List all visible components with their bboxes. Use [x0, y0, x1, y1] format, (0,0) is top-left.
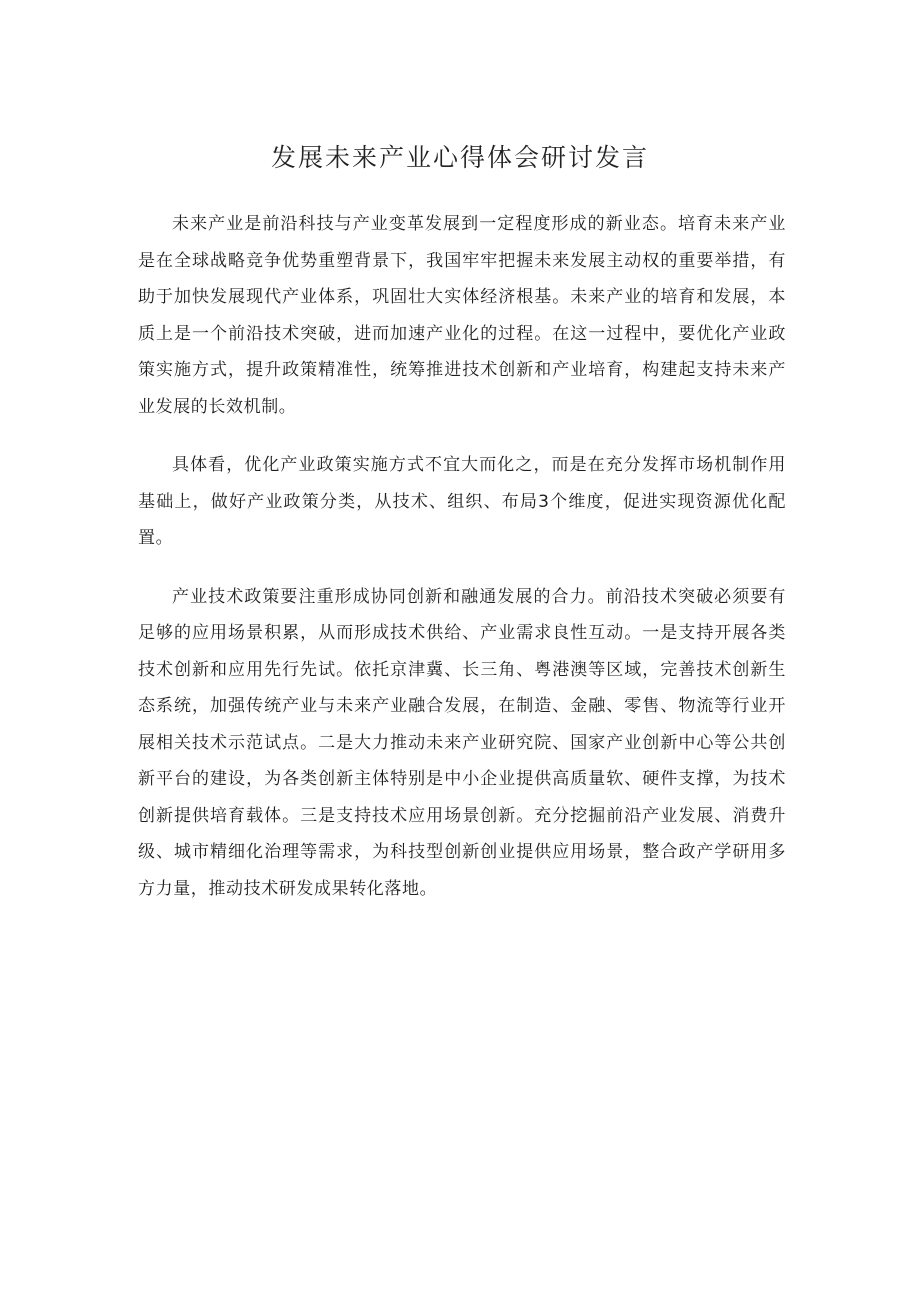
- paragraph-overview: 具体看，优化产业政策实施方式不宜大而化之，而是在充分发挥市场机制作用基础上，做好产业政策分类，从技术、组织、布局3个维度，促进实现资源优化配置。: [138, 455, 786, 548]
- document-title: 发展未来产业心得体会研讨发言: [270, 143, 649, 172]
- document-body: [138, 206, 786, 929]
- paragraph-technology-policy: 产业技术政策要注重形成协同创新和融通发展的合力。前沿技术突破必须要有足够的应用场景积累，从而形成技术供给、产业需求良性互动。一是支持开展各类技术创新和应用先行先试。依托京津冀、长三角、粤港澳等区域，完善技术创新生态系统，加强传统产业与未来产业融合发展，在制造、金融、零售、物流等行业开展相关技术示范试点。二是大力推动未来产业研究院、国家产业创新中心等公共创新平台的建设，为各类创新主体特别是中小企业提供高质量软、硬件支撑，为技术创新提供培育载体。三是支持技术应用场景创新。充分挖掘前沿产业发展、消费升级、城市精细化治理等需求，为科技型创新创业提供应用场景，整合政产学研用多方力量，推动技术研发成果转化落地。: [138, 586, 786, 899]
- paragraph-intro: 未来产业是前沿科技与产业变革发展到一定程度形成的新业态。培育未来产业是在全球战略竞争优势重塑背景下，我国牢牢把握未来发展主动权的重要举措，有助于加快发展现代产业体系，巩固壮大实体经济根基。未来产业的培育和发展，本质上是一个前沿技术突破，进而加速产业化的过程。在这一过程中，要优化产业政策实施方式，提升政策精准性，统筹推进技术创新和产业培育，构建起支持未来产业发展的长效机制。: [138, 214, 786, 417]
